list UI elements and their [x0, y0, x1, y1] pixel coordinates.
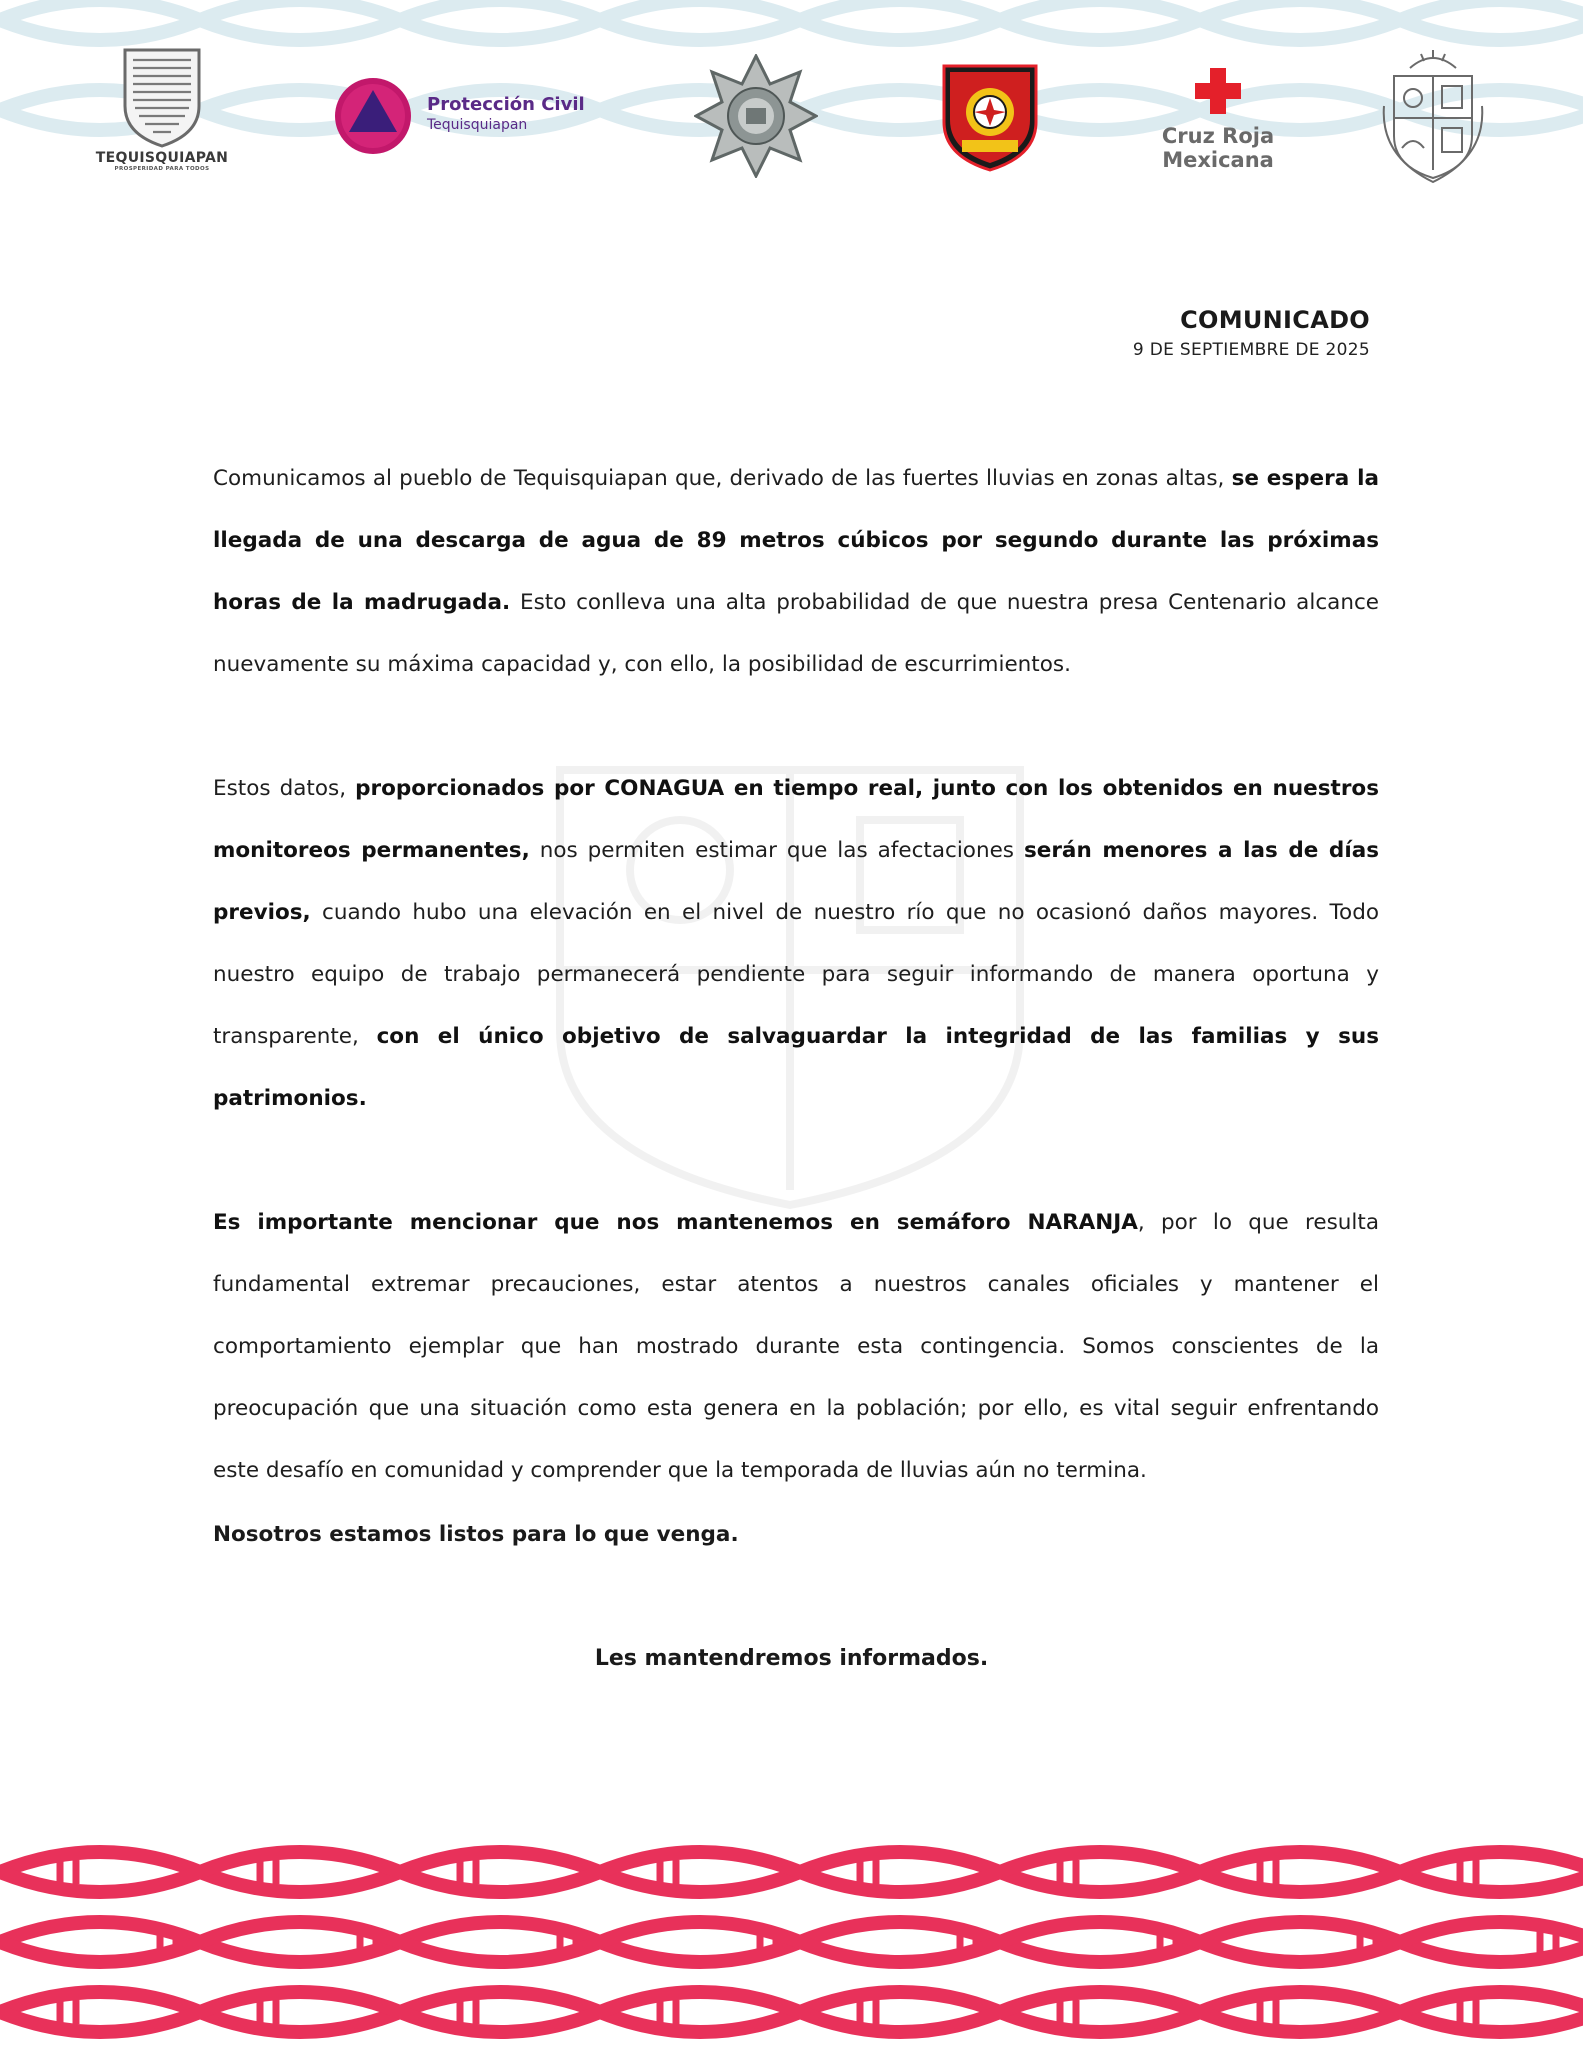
closing-line: Nosotros estamos listos para lo que venga.: [213, 1522, 739, 1547]
header-band: [0, 0, 1583, 215]
document-date: 9 DE SEPTIEMBRE DE 2025: [1132, 340, 1370, 360]
red-cross-icon: [1193, 66, 1243, 116]
paragraph-2-bold-3: con el único objetivo de salvaguardar la integridad de las familias y sus patrimonios.: [213, 1024, 1379, 1111]
paragraph-1-text-2: Esto conlleva una alta probabilidad de que nuestra presa Centenario alcance nuevamente su máxima capacidad y, con ello, la posibilidad de escurrimientos.: [213, 590, 1380, 677]
paragraph-3-bold-1: Es importante mencionar que nos mantenemos en semáforo NARANJA: [213, 1210, 1138, 1235]
paragraph-2-text-1: Estos datos,: [213, 776, 356, 801]
paragraph-1-text-1: Comunicamos al pueblo de Tequisquiapan que, derivado de las fuertes lluvias en zonas altas,: [213, 466, 1232, 491]
paragraph-2: [213, 758, 1379, 1130]
bomberos-logo: [940, 60, 1040, 172]
paragraph-1-bold-1: se espera la llegada de una descarga de agua de 89 metros cúbicos por segundo durante las próximas horas de la madrugada.: [213, 466, 1379, 615]
paragraph-2-bold-1: proporcionados por CONAGUA en tiempo real, junto con los obtenidos en nuestros monitoreos permanentes,: [213, 776, 1379, 863]
paragraph-3-text-1: , por lo que resulta fundamental extremar precauciones, estar atentos a nuestros canales oficiales y mantener el comportamiento ejemplar que han mostrado durante esta contingencia. Somos conscientes de la preocupación que una situación como esta genera en la población; por ello, es vital seguir enfrentando este desafío en comunidad y comprender que la temporada de lluvias aún no termina.: [213, 1210, 1379, 1483]
footer-wave-pattern: [0, 1812, 1583, 2048]
paragraph-3: [213, 1192, 1379, 1502]
proteccion-civil-logo: [333, 76, 593, 160]
police-star-badge-icon: [694, 54, 818, 178]
document-heading: [1133, 306, 1370, 360]
coat-of-arms-icon: [1376, 46, 1490, 186]
civil-protection-triangle-icon: [333, 76, 413, 156]
municipality-tagline: PROSPERIDAD PARA TODOS: [114, 166, 210, 172]
municipal-emblem-icon: [117, 46, 207, 148]
cruz-roja-line1: Cruz Roja: [1161, 124, 1275, 148]
firefighter-badge-icon: [940, 60, 1040, 172]
paragraph-1: [213, 448, 1379, 696]
paragraph-2-bold-2: serán menores a las de días previos,: [213, 838, 1379, 925]
municipality-logo: [92, 46, 232, 172]
document-title: COMUNICADO: [1180, 306, 1370, 334]
municipality-name: TEQUISQUIAPAN: [95, 150, 229, 166]
proteccion-civil-subtitle: Tequisquiapan: [427, 117, 528, 133]
paragraph-2-text-2: nos permiten estimar que las afectaciones: [529, 838, 1024, 863]
signoff: Les mantendremos informados.: [594, 1646, 989, 1671]
footer-band: [0, 1812, 1583, 2048]
coat-of-arms-logo: [1376, 46, 1490, 186]
paragraph-2-text-3: cuando hubo una elevación en el nivel de nuestro río que no ocasionó daños mayores. Todo nuestro equipo de trabajo permanecerá pendiente para seguir informando de manera oportuna y transparente,: [213, 900, 1379, 1049]
proteccion-civil-title: Protección Civil: [427, 94, 585, 115]
police-logo: [694, 54, 818, 178]
cruz-roja-line2: Mexicana: [1162, 148, 1274, 172]
cruz-roja-logo: [1148, 66, 1288, 172]
